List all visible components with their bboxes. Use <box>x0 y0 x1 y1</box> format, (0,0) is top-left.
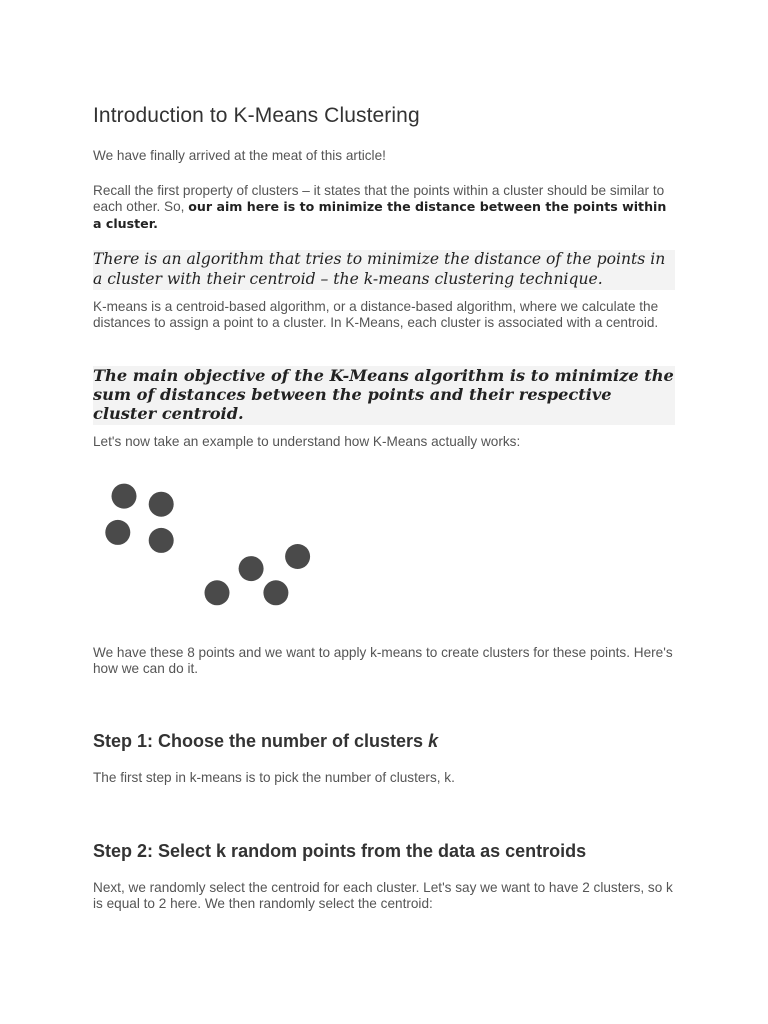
data-point-2 <box>149 492 174 517</box>
highlight-quote-2: The main objective of the K-Means algorithm is to minimize the sum of distances between the points and their respective cluster centroid. <box>93 366 674 424</box>
recall-paragraph <box>93 183 675 232</box>
page-title: Introduction to K-Means Clustering <box>93 104 420 127</box>
scatter-plot <box>93 470 393 640</box>
intro-paragraph: We have finally arrived at the meat of this article! <box>93 148 386 163</box>
data-point-6 <box>285 544 310 569</box>
step1-text: The first step in k-means is to pick the number of clusters, k. <box>93 770 455 785</box>
kmeans-description: K-means is a centroid-based algorithm, or a distance-based algorithm, where we calculate the distances to assign a point to a cluster. In K-Means, each cluster is associated with a centroid. <box>93 299 659 331</box>
step1-heading-k: k <box>428 731 439 751</box>
data-point-1 <box>112 484 137 509</box>
data-point-5 <box>239 556 264 581</box>
data-point-4 <box>149 528 174 553</box>
recall-text: Recall the first property of clusters – it states that the points within a cluster should be similar to each other. So, <box>93 183 665 215</box>
step1-heading <box>93 731 675 752</box>
highlight-quote-1: There is an algorithm that tries to minimize the distance of the points in a cluster with their centroid – the k-means clustering technique. <box>93 250 675 290</box>
recall-bold-text: our aim here is to minimize the distance between the points within a cluster. <box>93 199 667 231</box>
example-intro: Let's now take an example to understand how K-Means actually works: <box>93 434 521 449</box>
step1-heading-text: Step 1: Choose the number of clusters <box>93 731 429 751</box>
data-point-8 <box>263 580 288 605</box>
data-point-7 <box>205 580 230 605</box>
step2-text: Next, we randomly select the centroid for each cluster. Let's say we want to have 2 clusters, so k is equal to 2 here. We then randomly select the centroid: <box>93 880 673 912</box>
data-point-3 <box>105 520 130 545</box>
step2-heading: Step 2: Select k random points from the data as centroids <box>93 841 587 861</box>
points-description: We have these 8 points and we want to apply k-means to create clusters for these points. Here's how we can do it. <box>93 645 673 677</box>
